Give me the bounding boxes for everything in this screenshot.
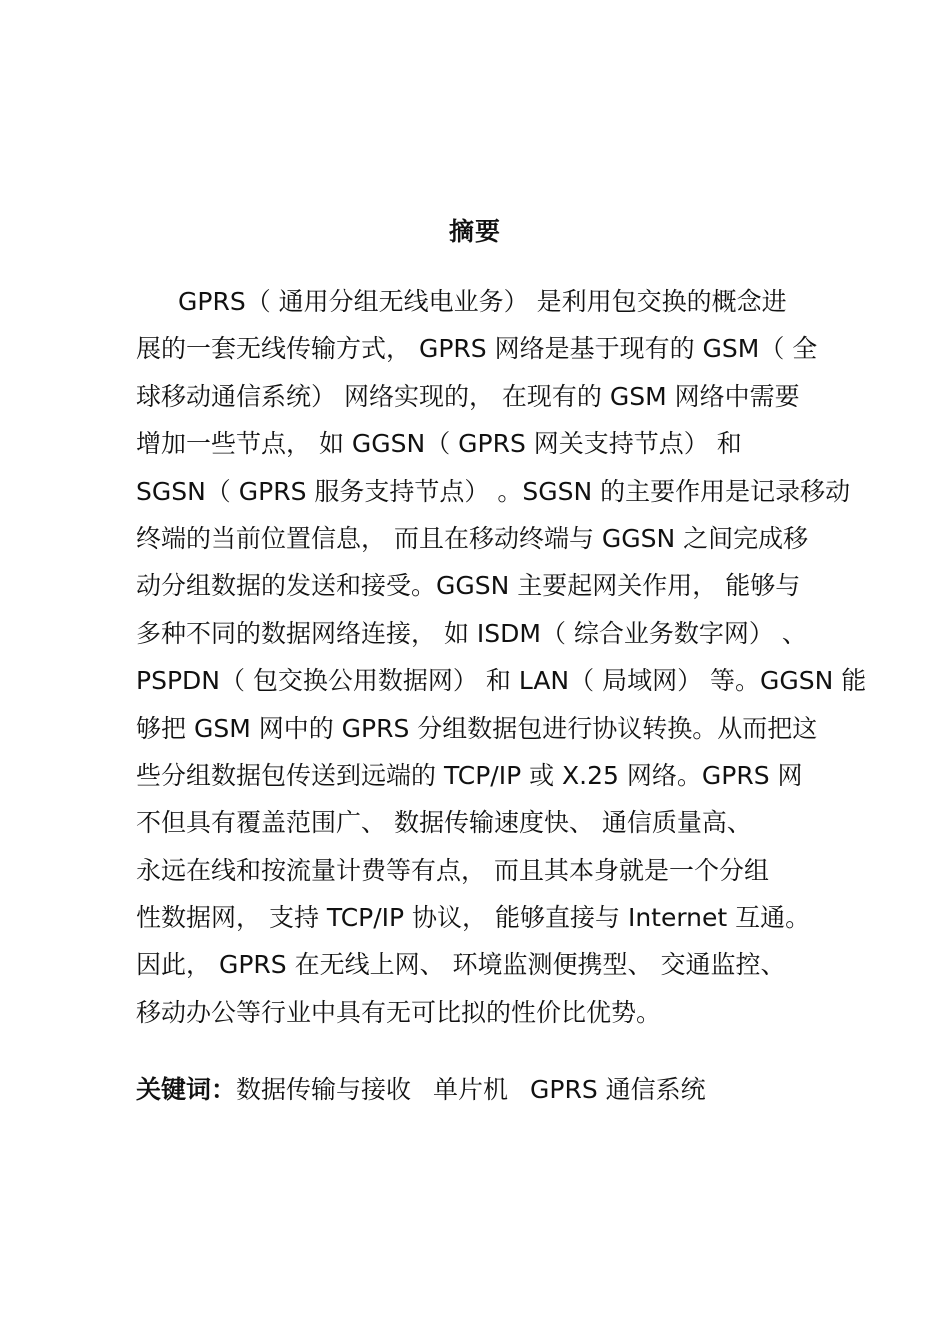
keyword-item: GPRS 通信系统 xyxy=(530,1075,706,1104)
keyword-item: 单片机 xyxy=(433,1075,509,1104)
abstract-body xyxy=(136,284,867,1042)
abstract-line: 性数据网， 支持 TCP/IP 协议， 能够直接与 Internet 互通。 xyxy=(136,903,811,933)
keywords-label: 关键词： xyxy=(136,1075,237,1104)
abstract-line: 移动办公等行业中具有无可比拟的性价比优势。 xyxy=(136,997,662,1027)
abstract-line: PSPDN（ 包交换公用数据网） 和 LAN（ 局域网） 等。GGSN 能 xyxy=(136,666,867,696)
abstract-line: GPRS（ 通用分组无线电业务） 是利用包交换的概念进 xyxy=(178,287,787,316)
abstract-line: SGSN（ GPRS 服务支持节点） 。SGSN 的主要作用是记录移动 xyxy=(136,476,851,506)
abstract-title: 摘要 xyxy=(448,217,501,246)
abstract-line: 终端的当前位置信息， 而且在移动终端与 GGSN 之间完成移 xyxy=(136,523,809,553)
abstract-line: 球移动通信系统） 网络实现的， 在现有的 GSM 网络中需要 xyxy=(136,381,800,411)
abstract-line: 永远在线和按流量计费等有点， 而且其本身就是一个分组 xyxy=(136,855,769,885)
abstract-line: 因此， GPRS 在无线上网、 环境监测便携型、 交通监控、 xyxy=(136,950,786,980)
abstract-line: 展的一套无线传输方式， GPRS 网络是基于现有的 GSM（ 全 xyxy=(136,334,818,364)
abstract-line: 动分组数据的发送和接受。GGSN 主要起网关作用， 能够与 xyxy=(136,571,801,601)
keyword-item: 数据传输与接收 xyxy=(236,1075,412,1104)
abstract-line: 够把 GSM 网中的 GPRS 分组数据包进行协议转换。从而把这 xyxy=(136,713,818,743)
keywords-line xyxy=(136,1072,826,1108)
abstract-line: 不但具有覆盖范围广、 数据传输速度快、 通信质量高、 xyxy=(136,808,752,838)
abstract-line: 多种不同的数据网络连接， 如 ISDM（ 综合业务数字网） 、 xyxy=(136,618,807,648)
abstract-line: 增加一些节点， 如 GGSN（ GPRS 网关支持节点） 和 xyxy=(136,429,742,459)
abstract-line: 些分组数据包传送到远端的 TCP/IP 或 X.25 网络。GPRS 网 xyxy=(136,760,803,790)
